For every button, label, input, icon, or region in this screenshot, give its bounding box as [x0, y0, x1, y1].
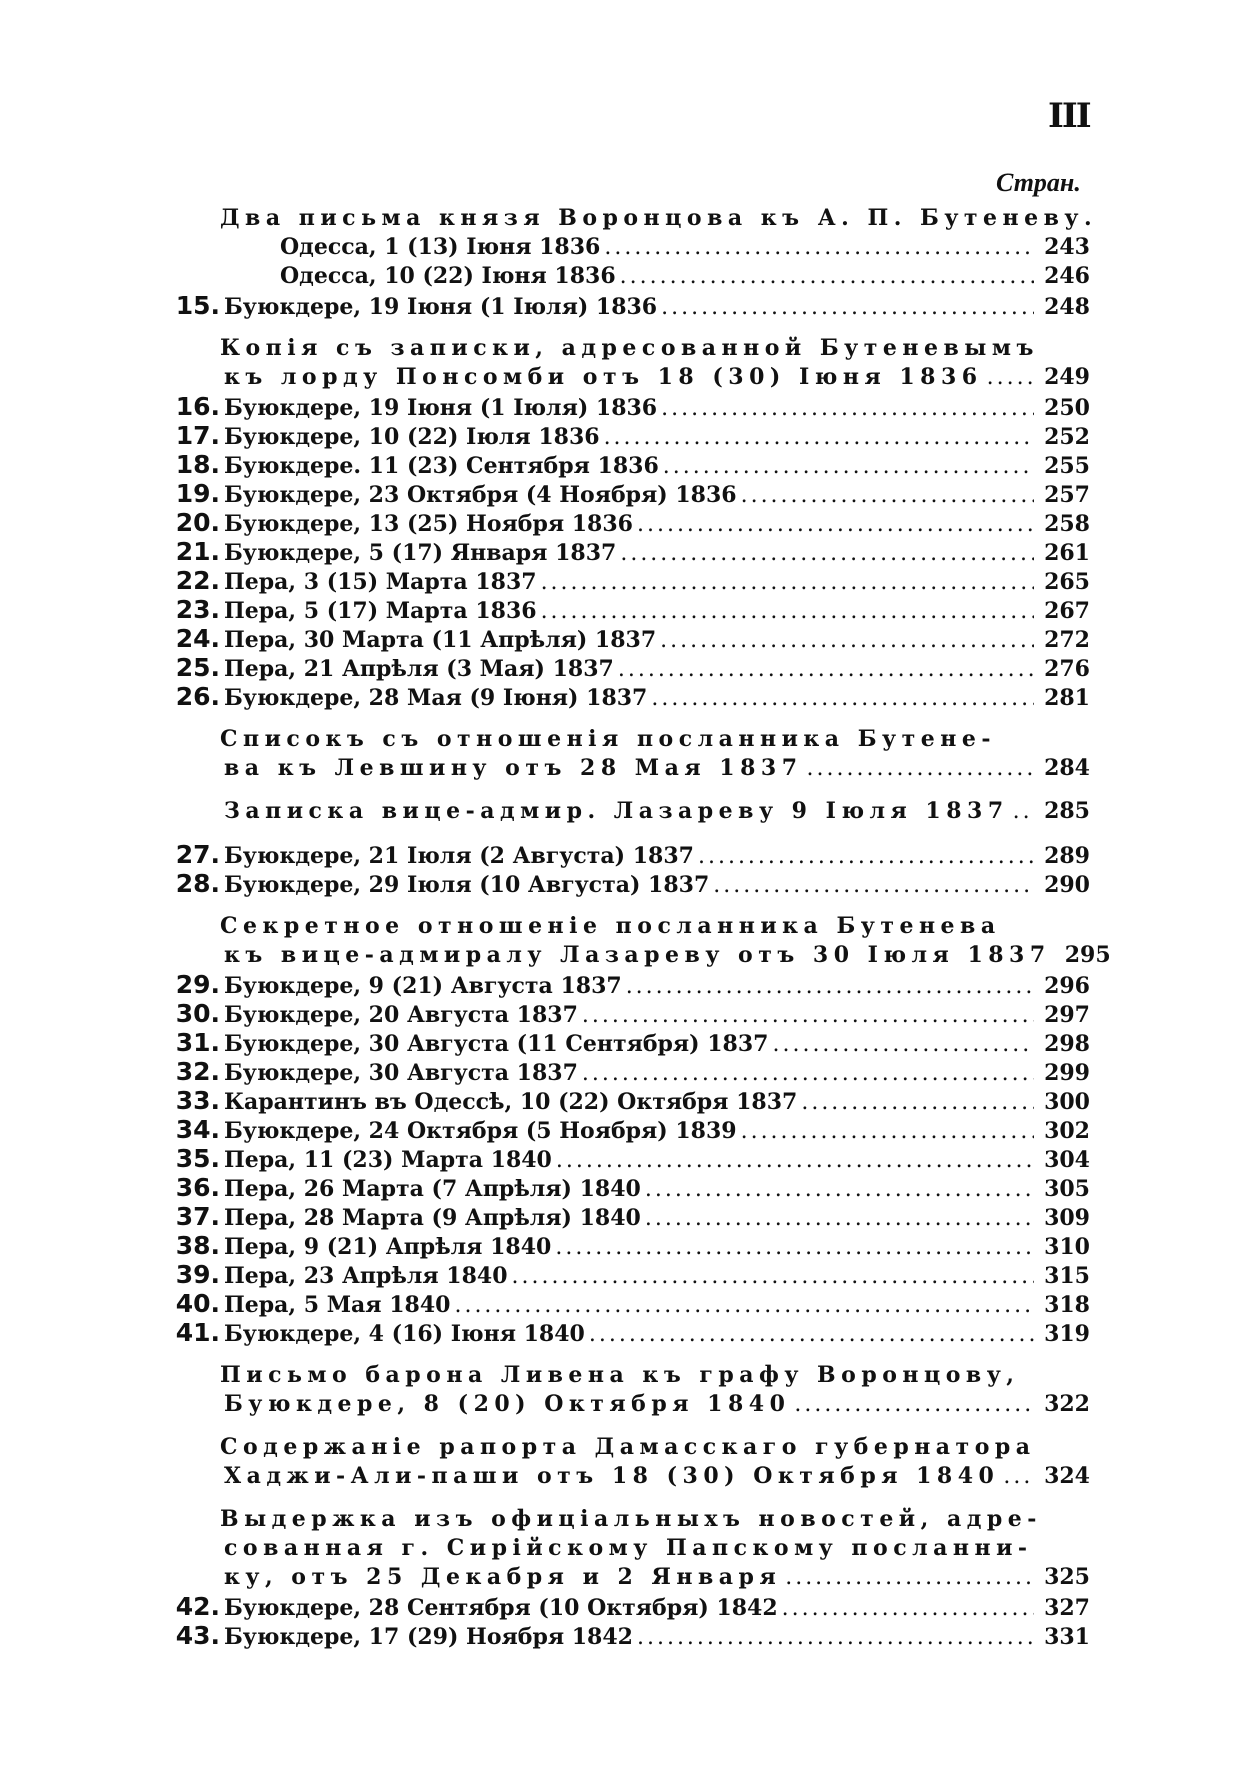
toc-heading — [160, 1505, 1090, 1534]
toc-entry — [160, 291, 1090, 320]
toc-continuation — [160, 1390, 1090, 1419]
leader-dots — [604, 423, 1034, 452]
entry-page: 276 — [1044, 656, 1090, 682]
entry-title: Буюкдере, 20 Августа 1837 — [224, 1002, 578, 1028]
entry-page: 258 — [1044, 511, 1090, 537]
entry-title: Буюкдере, 17 (29) Ноября 1842 — [224, 1624, 633, 1650]
leader-dots — [637, 510, 1034, 539]
entry-number: 37. — [175, 1202, 220, 1231]
toc-entry — [160, 479, 1090, 508]
entry-title: Буюкдере, 23 Октября (4 Ноября) 1836 — [224, 482, 737, 508]
toc-entry — [160, 999, 1090, 1028]
entry-title: Пера, 11 (23) Марта 1840 — [224, 1147, 552, 1173]
toc-heading — [160, 797, 1090, 826]
entry-title: Пера, 5 Мая 1840 — [224, 1292, 451, 1318]
entry-title: Хаджи-Али-паши отъ 18 (30) Октября 1840 — [224, 1463, 1000, 1489]
entry-number: 19. — [175, 479, 220, 508]
leader-dots — [454, 1291, 1034, 1320]
entry-page: 318 — [1044, 1292, 1090, 1318]
entry-page: 324 — [1044, 1463, 1090, 1489]
leader-dots — [807, 754, 1034, 783]
leader-dots — [582, 1059, 1034, 1088]
leader-dots — [626, 972, 1034, 1001]
entry-number: 27. — [175, 840, 220, 869]
entry-title: Секретное отношеніе посланника Бутенева — [220, 913, 1001, 939]
section-gap — [160, 711, 1090, 725]
toc-entry — [160, 1318, 1090, 1347]
entry-title: сованная г. Сирійскому Папскому посланни- — [224, 1535, 1033, 1561]
toc-continuation — [160, 262, 1090, 291]
toc-entry — [160, 1057, 1090, 1086]
page-number: III — [1048, 96, 1090, 136]
entry-page: 265 — [1044, 569, 1090, 595]
section-gap — [160, 783, 1090, 797]
entry-title: Пера, 26 Марта (7 Апрѣля) 1840 — [224, 1176, 641, 1202]
entry-number: 28. — [175, 869, 220, 898]
entry-title: къ лорду Понсомби отъ 18 (30) Іюня 1836 — [224, 364, 983, 390]
entry-title: Буюкдере, 29 Іюля (10 Августа) 1837 — [224, 872, 710, 898]
leader-dots — [1003, 1462, 1034, 1491]
leader-dots — [620, 539, 1034, 568]
entry-title: Буюкдере, 28 Сентября (10 Октября) 1842 — [224, 1595, 778, 1621]
entry-page: 246 — [1044, 263, 1090, 289]
leader-dots — [661, 293, 1034, 322]
entry-title: Пера, 9 (21) Апрѣля 1840 — [224, 1234, 552, 1260]
entry-page: 302 — [1044, 1118, 1090, 1144]
toc-entry — [160, 970, 1090, 999]
entry-title: Содержаніе рапорта Дамасскаго губернатора — [220, 1434, 1036, 1460]
leader-dots — [556, 1146, 1034, 1175]
leader-dots — [541, 568, 1034, 597]
entry-title: Письмо барона Ливена къ графу Воронцову, — [220, 1362, 1020, 1388]
toc-continuation — [160, 941, 1111, 970]
entry-title: ку, отъ 25 Декабря и 2 Января — [224, 1564, 782, 1590]
leader-dots — [661, 394, 1034, 423]
leader-dots — [604, 233, 1034, 262]
entry-page: 305 — [1044, 1176, 1090, 1202]
entry-title: Выдержка изъ офиціальныхъ новостей, адре- — [220, 1506, 1042, 1532]
entry-title: Буюкдере, 21 Іюля (2 Августа) 1837 — [224, 843, 694, 869]
entry-title: Буюкдере, 5 (17) Января 1837 — [224, 540, 617, 566]
toc-entry — [160, 624, 1090, 653]
entry-number: 16. — [175, 392, 220, 421]
entry-page: 243 — [1044, 234, 1090, 260]
toc-entry — [160, 392, 1090, 421]
entry-page: 296 — [1044, 973, 1090, 999]
leader-dots — [741, 1117, 1034, 1146]
entry-page: 299 — [1044, 1060, 1090, 1086]
entry-title: Буюкдере, 9 (21) Августа 1837 — [224, 973, 622, 999]
entry-title: Одесса, 1 (13) Іюня 1836 — [280, 234, 601, 260]
leader-dots — [741, 481, 1034, 510]
leader-dots — [713, 871, 1034, 900]
section-gap — [160, 1347, 1090, 1361]
toc-continuation — [160, 754, 1090, 783]
toc-heading — [160, 725, 1090, 754]
entry-page: 300 — [1044, 1089, 1090, 1115]
entry-page: 297 — [1044, 1002, 1090, 1028]
entry-title: Записка вице-адмир. Лазареву 9 Іюля 1837 — [224, 798, 1009, 824]
leader-dots — [1013, 797, 1034, 826]
entry-number: 29. — [175, 970, 220, 999]
entry-title: Пера, 21 Апрѣля (3 Мая) 1837 — [224, 656, 614, 682]
toc-entry — [160, 1231, 1090, 1260]
entry-page: 267 — [1044, 598, 1090, 624]
entry-title: Списокъ съ отношенія посланника Бутене- — [220, 726, 996, 752]
entry-page: 255 — [1044, 453, 1090, 479]
entry-number: 24. — [175, 624, 220, 653]
leader-dots — [555, 1233, 1034, 1262]
entry-title: Пера, 28 Марта (9 Апрѣля) 1840 — [224, 1205, 641, 1231]
entry-number: 31. — [175, 1028, 220, 1057]
entry-number: 43. — [175, 1621, 220, 1650]
toc-heading — [160, 334, 1090, 363]
entry-page: 281 — [1044, 685, 1090, 711]
toc-entry — [160, 1592, 1090, 1621]
leader-dots — [987, 363, 1034, 392]
entry-title: Буюкдере, 30 Августа (11 Сентября) 1837 — [224, 1031, 769, 1057]
entry-number: 40. — [175, 1289, 220, 1318]
entry-page: 298 — [1044, 1031, 1090, 1057]
entry-title: Пера, 23 Апрѣля 1840 — [224, 1263, 508, 1289]
leader-dots — [772, 1030, 1034, 1059]
entry-number: 22. — [175, 566, 220, 595]
toc-continuation — [160, 1534, 1090, 1563]
toc-entry — [160, 537, 1090, 566]
entry-number: 35. — [175, 1144, 220, 1173]
entry-number: 36. — [175, 1173, 220, 1202]
entry-page: 250 — [1044, 395, 1090, 421]
toc-continuation — [160, 233, 1090, 262]
leader-dots — [582, 1001, 1034, 1030]
entry-number: 38. — [175, 1231, 220, 1260]
entry-title: ва къ Левшину отъ 28 Мая 1837 — [224, 755, 803, 781]
entry-title: Копія съ записки, адресованной Бутеневымъ — [220, 335, 1039, 361]
toc-heading — [160, 1361, 1090, 1390]
entry-number: 30. — [175, 999, 220, 1028]
entry-number: 21. — [175, 537, 220, 566]
entry-title: Буюкдере, 24 Октября (5 Ноября) 1839 — [224, 1118, 737, 1144]
toc-entry — [160, 421, 1090, 450]
toc-entry — [160, 1260, 1090, 1289]
leader-dots — [618, 655, 1034, 684]
entry-title: Одесса, 10 (22) Іюня 1836 — [280, 263, 616, 289]
entry-number: 39. — [175, 1260, 220, 1289]
entry-number: 42. — [175, 1592, 220, 1621]
entry-page: 319 — [1044, 1321, 1090, 1347]
toc-entry — [160, 566, 1090, 595]
toc-entry — [160, 1144, 1090, 1173]
entry-number: 20. — [175, 508, 220, 537]
entry-page: 322 — [1044, 1391, 1090, 1417]
entry-number: 18. — [175, 450, 220, 479]
toc-entry — [160, 1028, 1090, 1057]
page-column-label: Стран. — [996, 168, 1081, 197]
entry-number: 25. — [175, 653, 220, 682]
leader-dots — [512, 1262, 1034, 1291]
section-gap — [160, 320, 1090, 334]
entry-title: Буюкдере, 19 Іюня (1 Іюля) 1836 — [224, 395, 658, 421]
toc-entry — [160, 508, 1090, 537]
entry-page: 290 — [1044, 872, 1090, 898]
entry-page: 310 — [1044, 1234, 1090, 1260]
entry-number: 34. — [175, 1115, 220, 1144]
section-gap — [160, 898, 1090, 912]
toc-entry — [160, 1202, 1090, 1231]
entry-title: Буюкдере, 28 Мая (9 Іюня) 1837 — [224, 685, 648, 711]
entry-title: Карантинъ въ Одессѣ, 10 (22) Октября 1837 — [224, 1089, 798, 1115]
entry-title: Пера, 30 Марта (11 Апрѣля) 1837 — [224, 627, 657, 653]
toc-entry — [160, 595, 1090, 624]
entry-number: 26. — [175, 682, 220, 711]
section-gap — [160, 1419, 1090, 1433]
leader-dots — [651, 684, 1034, 713]
leader-dots — [794, 1390, 1034, 1419]
entry-title: Два письма князя Воронцова къ А. П. Бутеневу. — [220, 205, 1098, 231]
toc-entry — [160, 1173, 1090, 1202]
entry-number: 32. — [175, 1057, 220, 1086]
toc-heading — [160, 204, 1098, 233]
toc-entry — [160, 1086, 1090, 1115]
table-of-contents — [160, 204, 1111, 1650]
leader-dots — [645, 1204, 1034, 1233]
entry-page: 327 — [1044, 1595, 1090, 1621]
entry-page: 252 — [1044, 424, 1090, 450]
entry-page: 309 — [1044, 1205, 1090, 1231]
toc-heading — [160, 1433, 1090, 1462]
leader-dots — [698, 842, 1034, 871]
entry-page: 315 — [1044, 1263, 1090, 1289]
entry-number: 23. — [175, 595, 220, 624]
toc-entry — [160, 1289, 1090, 1318]
entry-page: 289 — [1044, 843, 1090, 869]
entry-title: Буюкдере. 11 (23) Сентября 1836 — [224, 453, 659, 479]
entry-title: Буюкдере, 8 (20) Октября 1840 — [224, 1391, 791, 1417]
leader-dots — [660, 626, 1034, 655]
entry-page: 249 — [1044, 364, 1090, 390]
toc-entry — [160, 1115, 1090, 1144]
toc-continuation — [160, 363, 1090, 392]
leader-dots — [663, 452, 1034, 481]
entry-number: 33. — [175, 1086, 220, 1115]
entry-title: Буюкдере, 13 (25) Ноября 1836 — [224, 511, 633, 537]
entry-title: Буюкдере, 30 Августа 1837 — [224, 1060, 578, 1086]
leader-dots — [782, 1594, 1034, 1623]
entry-page: 272 — [1044, 627, 1090, 653]
leader-dots — [801, 1088, 1034, 1117]
toc-entry — [160, 869, 1090, 898]
leader-dots — [541, 597, 1034, 626]
entry-number: 15. — [175, 291, 220, 320]
toc-entry — [160, 840, 1090, 869]
entry-page: 295 — [1064, 942, 1111, 968]
toc-entry — [160, 653, 1090, 682]
toc-heading — [160, 912, 1090, 941]
leader-dots — [637, 1623, 1034, 1652]
leader-dots — [589, 1320, 1034, 1349]
toc-entry — [160, 1621, 1090, 1650]
entry-title: Пера, 5 (17) Марта 1836 — [224, 598, 537, 624]
toc-continuation — [160, 1563, 1090, 1592]
section-gap — [160, 826, 1090, 840]
entry-page: 257 — [1044, 482, 1090, 508]
entry-title: Пера, 3 (15) Марта 1837 — [224, 569, 537, 595]
entry-page: 248 — [1044, 294, 1090, 320]
entry-title: къ вице-адмиралу Лазареву отъ 30 Іюля 1837 — [224, 942, 1051, 968]
entry-page: 304 — [1044, 1147, 1090, 1173]
entry-page: 261 — [1044, 540, 1090, 566]
entry-page: 284 — [1044, 755, 1090, 781]
entry-title: Буюкдере, 4 (16) Іюня 1840 — [224, 1321, 585, 1347]
leader-dots — [645, 1175, 1034, 1204]
toc-entry — [160, 682, 1090, 711]
toc-continuation — [160, 1462, 1090, 1491]
entry-page: 285 — [1044, 798, 1090, 824]
leader-dots — [785, 1563, 1034, 1592]
entry-page: 325 — [1044, 1564, 1090, 1590]
section-gap — [160, 1491, 1090, 1505]
entry-page: 331 — [1044, 1624, 1090, 1650]
entry-title: Буюкдере, 19 Іюня (1 Іюля) 1836 — [224, 294, 658, 320]
toc-entry — [160, 450, 1090, 479]
entry-title: Буюкдере, 10 (22) Іюля 1836 — [224, 424, 600, 450]
entry-number: 17. — [175, 421, 220, 450]
leader-dots — [620, 262, 1034, 291]
entry-number: 41. — [175, 1318, 220, 1347]
